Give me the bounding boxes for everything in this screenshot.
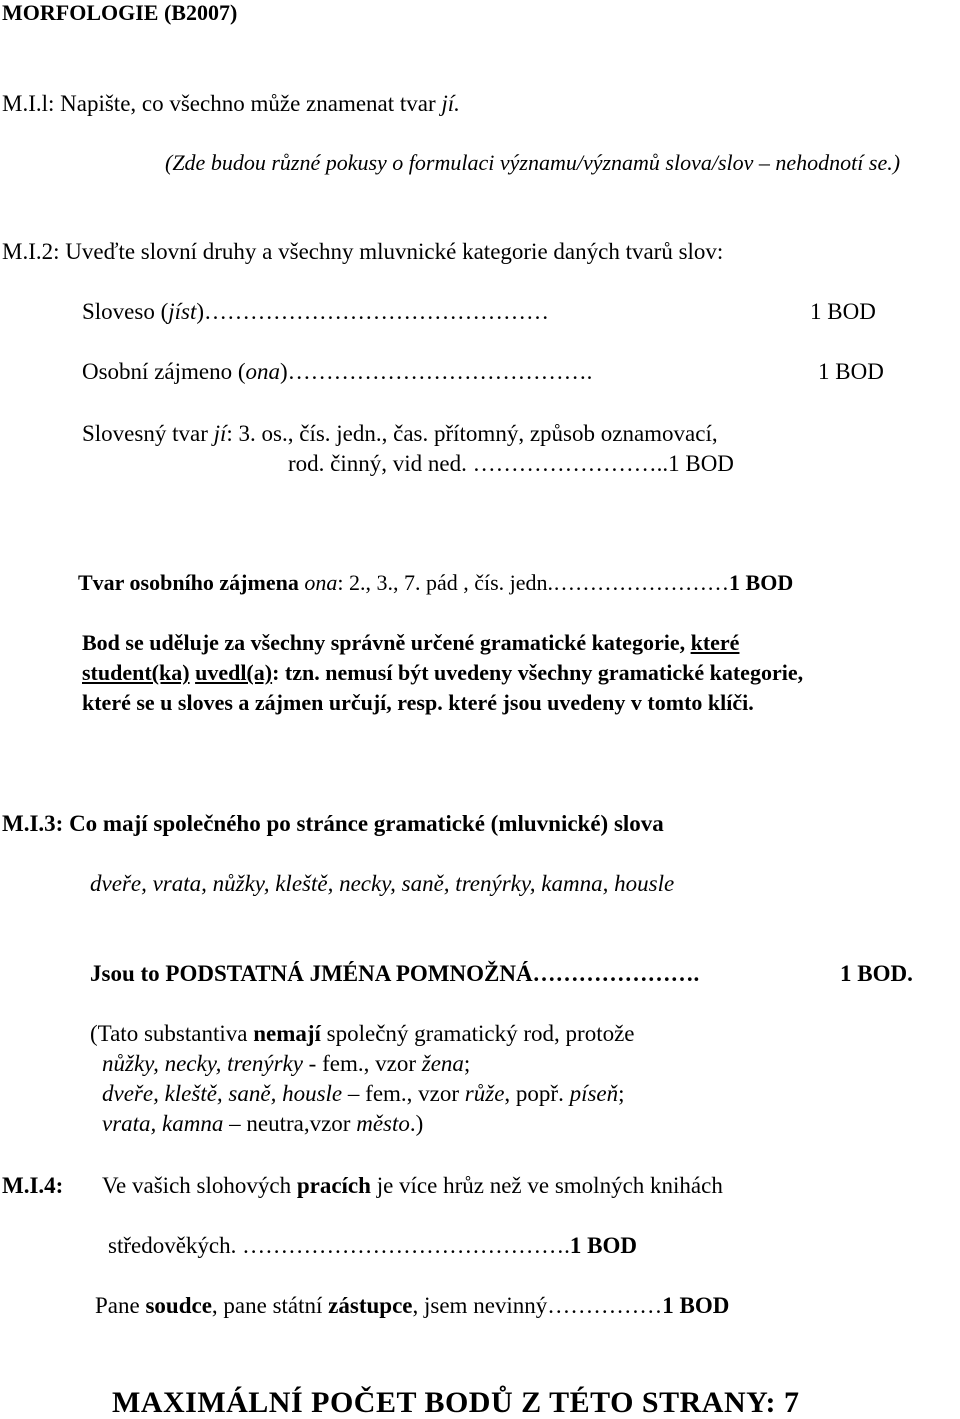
answer-tvar-zajmena: Tvar osobního zájmena ona: 2., 3., 7. pád , čís. jedn.……………………1 BOD	[78, 570, 794, 595]
explanation-line-2: nůžky, necky, trenýrky - fem., vzor žena;	[102, 1051, 471, 1076]
question-3-words: dveře, vrata, nůžky, kleště, necky, saně, trenýrky, kamna, housle	[90, 871, 675, 896]
question-1-word: jí.	[441, 91, 460, 116]
question-4-line-1: Ve vašich slohových pracích je více hrůz než ve smolných knihách	[102, 1173, 723, 1198]
rule-line-1: Bod se uděluje za všechny správně určené gramatické kategorie, které	[82, 630, 740, 655]
question-3-label: M.I.3: Co mají společného po stránce gramatické (mluvnické) slova	[2, 811, 664, 836]
question-4-label: M.I.4:	[2, 1173, 64, 1198]
rule-line-3: které se u sloves a zájmen určují, resp. které jsou uvedeny v tomto klíči.	[82, 690, 754, 715]
answer-slovesny-tvar: Slovesný tvar jí: 3. os., čís. jedn., čas. přítomný, způsob oznamovací,	[82, 421, 718, 446]
points-sloveso: 1 BOD	[810, 299, 876, 324]
answer-line-zajmeno: Osobní zájmeno (ona)………………………………….	[82, 359, 593, 384]
answer-slovesny-tvar-cont: rod. činný, vid ned. ……………………..1 BOD	[288, 451, 734, 476]
question-2-label: M.I.2: Uveďte slovní druhy a všechny mluvnické kategorie daných tvarů slov:	[2, 239, 724, 264]
question-4-line-3: Pane soudce, pane státní zástupce, jsem nevinný……………1 BOD	[95, 1293, 730, 1318]
answer-line-sloveso: Sloveso (jíst)………………………………………	[82, 299, 550, 324]
explanation-line-4: vrata, kamna – neutra,vzor město.)	[102, 1111, 424, 1136]
points-zajmeno: 1 BOD	[818, 359, 884, 384]
question-1-label: M.I.l: Napište, co všechno může znamenat tvar	[2, 91, 436, 116]
rule-line-2: student(ka) uvedl(a): tzn. nemusí být uvedeny všechny gramatické kategorie,	[82, 660, 804, 685]
page-title: MORFOLOGIE (B2007)	[2, 0, 238, 25]
question-4-line-2: středověkých. …………………………………….1 BOD	[108, 1233, 637, 1258]
question-3-answer: Jsou to PODSTATNÁ JMÉNA POMNOŽNÁ………………….	[90, 961, 700, 986]
question-1-note: (Zde budou různé pokusy o formulaci významu/významů slova/slov – nehodnotí se.)	[165, 150, 901, 175]
max-points-footer: MAXIMÁLNÍ POČET BODŮ Z TÉTO STRANY: 7	[112, 1386, 800, 1419]
explanation-line-3: dveře, kleště, saně, housle – fem., vzor růže, popř. píseň;	[102, 1081, 625, 1106]
points-question-3: 1 BOD.	[840, 961, 913, 986]
question-1	[2, 92, 460, 115]
explanation-line-1: (Tato substantiva nemají společný gramatický rod, protože	[90, 1021, 635, 1046]
